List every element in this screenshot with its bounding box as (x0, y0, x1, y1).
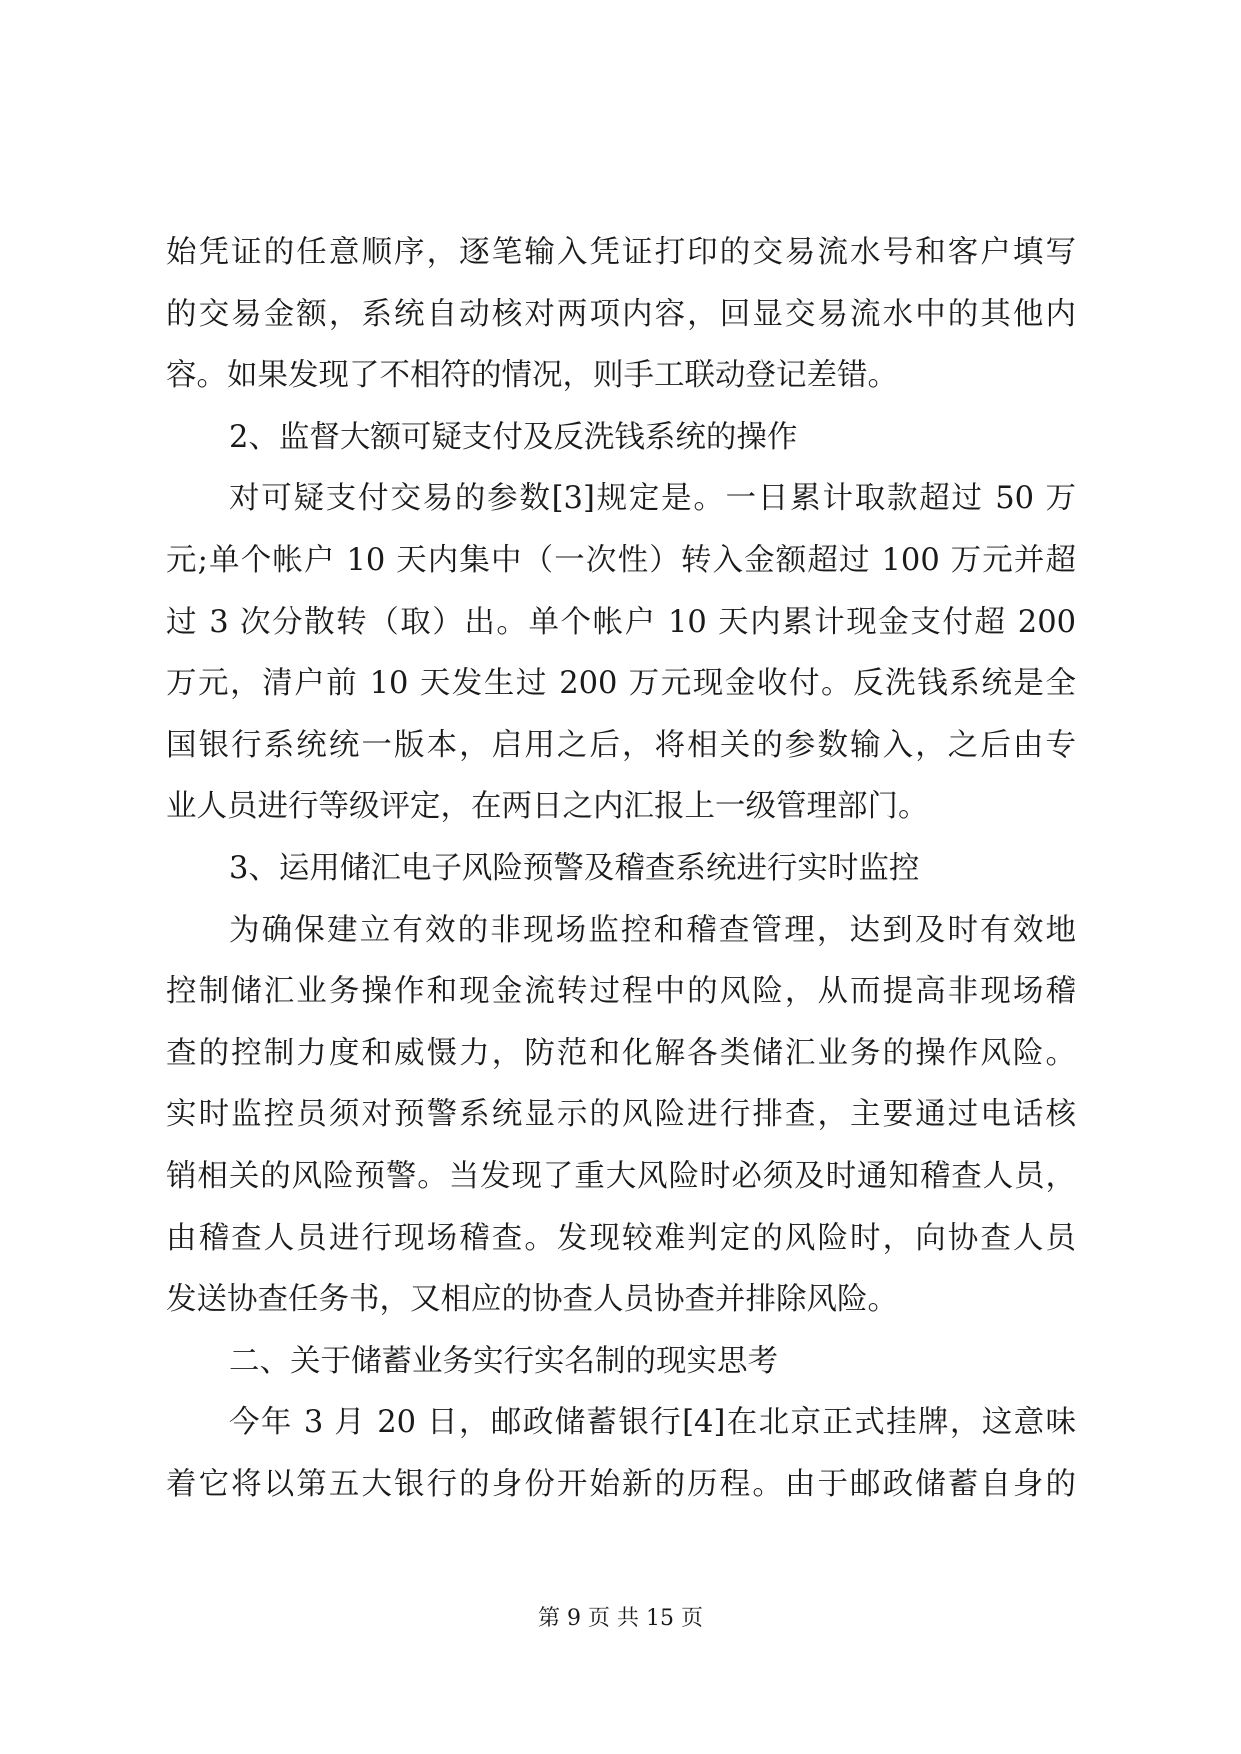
text-line: 2、监督大额可疑支付及反洗钱系统的操作 (229, 419, 798, 455)
text-line: 着它将以第五大银行的身份开始新的历程。由于邮政储蓄自身的 (166, 1466, 1076, 1502)
text-line: 的交易金额，系统自动核对两项内容，回显交易流水中的其他内 (166, 296, 1076, 332)
text-line: 销相关的风险预警。当发现了重大风险时必须及时通知稽查人员， (166, 1158, 1076, 1194)
text-line: 二、关于储蓄业务实行实名制的现实思考 (229, 1343, 778, 1379)
text-line: 过 3 次分散转（取）出。单个帐户 10 天内累计现金支付超 200 (166, 604, 1076, 640)
text-line: 业人员进行等级评定，在两日之内汇报上一级管理部门。 (166, 789, 929, 825)
text-line: 由稽查人员进行现场稽查。发现较难判定的风险时，向协查人员 (166, 1220, 1076, 1256)
text-line: 实时监控员须对预警系统显示的风险进行排查，主要通过电话核 (166, 1097, 1076, 1133)
text-line: 3、运用储汇电子风险预警及稽查系统进行实时监控 (229, 850, 920, 886)
text-line: 今年 3 月 20 日，邮政储蓄银行[4]在北京正式挂牌，这意味 (229, 1405, 1076, 1441)
text-line: 万元，清户前 10 天发生过 200 万元现金收付。反洗钱系统是全 (166, 666, 1076, 702)
text-line: 元;单个帐户 10 天内集中（一次性）转入金额超过 100 万元并超 (166, 542, 1076, 578)
text-line: 查的控制力度和威慑力，防范和化解各类储汇业务的操作风险。 (166, 1035, 1076, 1071)
text-line: 为确保建立有效的非现场监控和稽查管理，达到及时有效地 (229, 912, 1076, 948)
text-line: 容。如果发现了不相符的情况，则手工联动登记差错。 (166, 358, 898, 394)
text-line: 国银行系统统一版本，启用之后，将相关的参数输入，之后由专 (166, 727, 1076, 763)
text-line: 对可疑支付交易的参数[3]规定是。一日累计取款超过 50 万 (229, 481, 1076, 517)
page-footer: 第 9 页 共 15 页 (538, 1606, 703, 1631)
text-line: 始凭证的任意顺序，逐笔输入凭证打印的交易流水号和客户填写 (166, 235, 1076, 270)
text-line: 控制储汇业务操作和现金流转过程中的风险，从而提高非现场稽 (166, 974, 1076, 1010)
document-body (166, 222, 1076, 1515)
text-line: 发送协查任务书，又相应的协查人员协查并排除风险。 (166, 1282, 898, 1318)
